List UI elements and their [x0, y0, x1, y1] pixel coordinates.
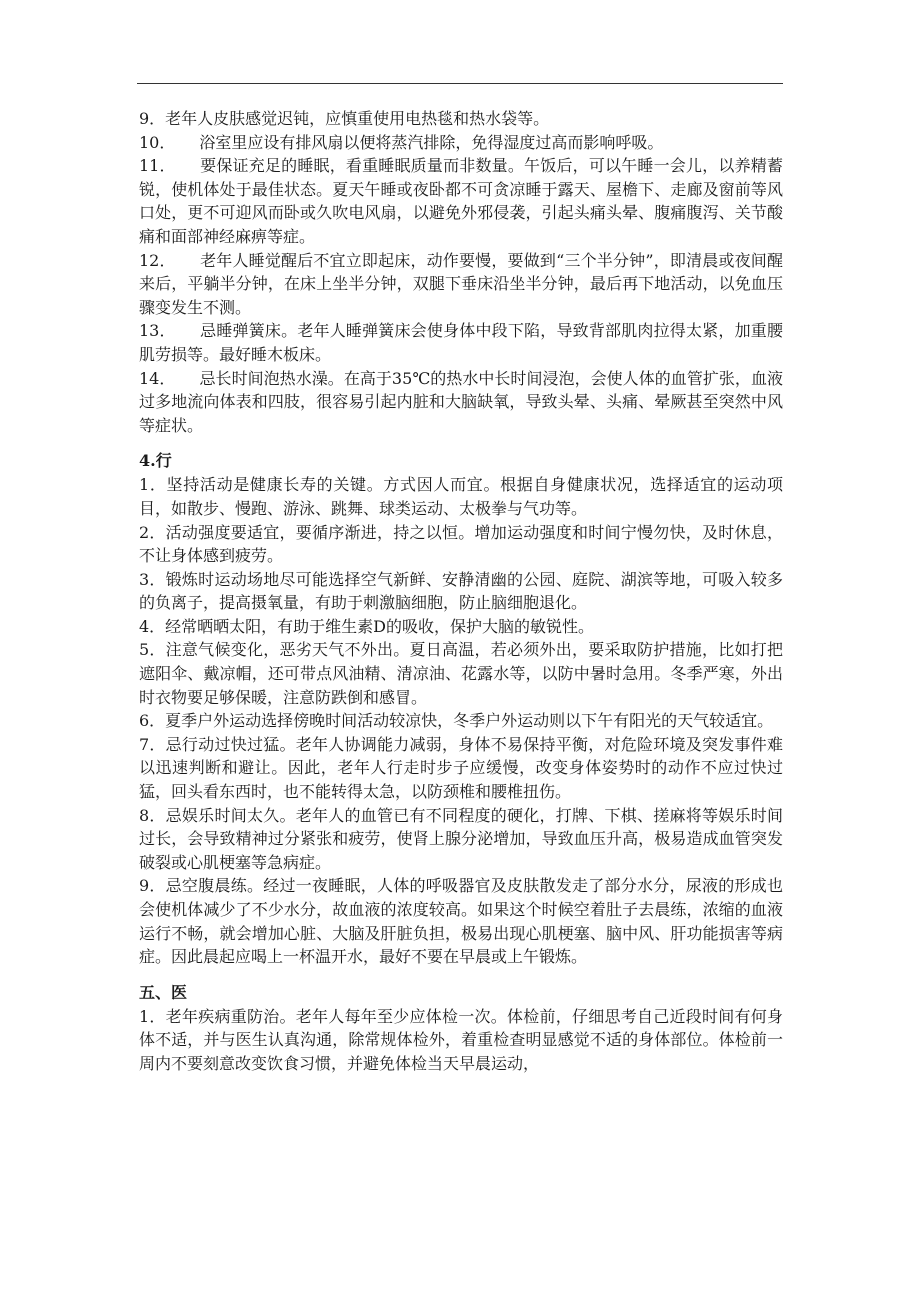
list-item: 3．锻炼时运动场地尽可能选择空气新鲜、安静清幽的公园、庭院、湖滨等地，可吸入较多的负离子，提高摄氧量，有助于刺激脑细胞，防止脑细胞退化。 [139, 569, 783, 613]
list-item: 5．注意气候变化，恶劣天气不外出。夏日高温，若必须外出，要采取防护措施，比如打把遮阳伞、戴凉帽，还可带点风油精、清凉油、花露水等，以防中暑时急用。冬季严寒，外出时衣物要足够保暖，注意防跌倒和感冒。 [139, 640, 783, 707]
section-xing [139, 449, 783, 968]
list-item: 6．夏季户外运动选择傍晚时间活动较凉快，冬季户外运动则以下午有阳光的天气较适宜。 [139, 711, 774, 731]
spacer [139, 437, 783, 449]
list-item: 9．老年人皮肤感觉迟钝，应慎重使用电热毯和热水袋等。 [139, 109, 550, 128]
document-body [139, 107, 783, 1076]
list-item: 10． 浴室里应设有排风扇以便将蒸汽排除，免得湿度过高而影响呼吸。 [139, 132, 664, 152]
list-item: 4．经常晒晒太阳，有助于维生素D的吸收，保护大脑的敏锐性。 [139, 616, 595, 636]
list-item: 9．忌空腹晨练。经过一夜睡眠，人体的呼吸器官及皮肤散发走了部分水分，尿液的形成也会使机体减少了不少水分，故血液的浓度较高。如果这个时候空着肚子去晨练，浓缩的血液运行不畅，就会增加心脏、大脑及肝脏负担，极易出现心肌梗塞、脑中风、肝功能损害等病症。因此晨起应喝上一杯温开水，最好不要在早晨或上午锻炼。 [139, 876, 783, 967]
list-item: 12． 老年人睡觉醒后不宜立即起床，动作要慢，要做到“三个半分钟”，即清晨或夜间醒来后，平躺半分钟，在床上坐半分钟，双腿下垂床沿坐半分钟，最后再下地活动，以免血压骤变发生不测。 [139, 250, 783, 317]
list-item: 2．活动强度要适宜，要循序渐进，持之以恒。增加运动强度和时间宁慢勿快，及时休息，不让身体感到疲劳。 [139, 522, 783, 566]
section-sleep-items [139, 107, 783, 437]
list-item: 1．坚持活动是健康长寿的关键。方式因人而宜。根据自身健康状况，选择适宜的运动项目，如散步、慢跑、游泳、跳舞、球类运动、太极拳与气功等。 [139, 475, 783, 518]
header-rule [137, 83, 783, 84]
list-item: 14． 忌长时间泡热水澡。在高于35℃的热水中长时间浸泡，会使人体的血管扩张，血液过多地流向体表和四肢，很容易引起内脏和大脑缺氧，导致头晕、头痛、晕厥甚至突然中风等症状。 [139, 368, 783, 435]
section-yi [139, 981, 783, 1076]
section-heading-yi: 五、医 [139, 982, 188, 1002]
spacer [139, 969, 783, 981]
list-item: 13． 忌睡弹簧床。老年人睡弹簧床会使身体中段下陷，导致背部肌肉拉得太紧，加重腰肌劳损等。最好睡木板床。 [139, 321, 783, 364]
section-heading-xing: 4.行 [139, 451, 172, 471]
list-item: 7．忌行动过快过猛。老年人协调能力减弱，身体不易保持平衡，对危险环境及突发事件难以迅速判断和避让。因此，老年人行走时步子应缓慢，改变身体姿势时的动作不应过快过猛，回头看东西时，也不能转得太急，以防颈椎和腰椎扭伤。 [139, 734, 783, 802]
list-item: 11． 要保证充足的睡眠，看重睡眠质量而非数量。午饭后，可以午睡一会儿，以养精蓄锐，使机体处于最佳状态。夏天午睡或夜卧都不可贪凉睡于露天、屋檐下、走廊及窗前等风口处，更不可迎风而卧或久吹电风扇，以避免外邪侵袭，引起头痛头晕、腹痛腹泻、关节酸痛和面部神经麻痹等症。 [139, 156, 783, 246]
list-item: 1．老年疾病重防治。老年人每年至少应体检一次。体检前，仔细思考自己近段时间有何身体不适，并与医生认真沟通，除常规体检外，着重检查明显感觉不适的身体部位。体检前一周内不要刻意改变饮食习惯，并避免体检当天早晨运动， [139, 1006, 783, 1073]
list-item: 8．忌娱乐时间太久。老年人的血管已有不同程度的硬化，打牌、下棋、搓麻将等娱乐时间过长，会导致精神过分紧张和疲劳，使肾上腺分泌增加，导致血压升高，极易造成血管突发破裂或心肌梗塞等急病症。 [139, 805, 783, 872]
